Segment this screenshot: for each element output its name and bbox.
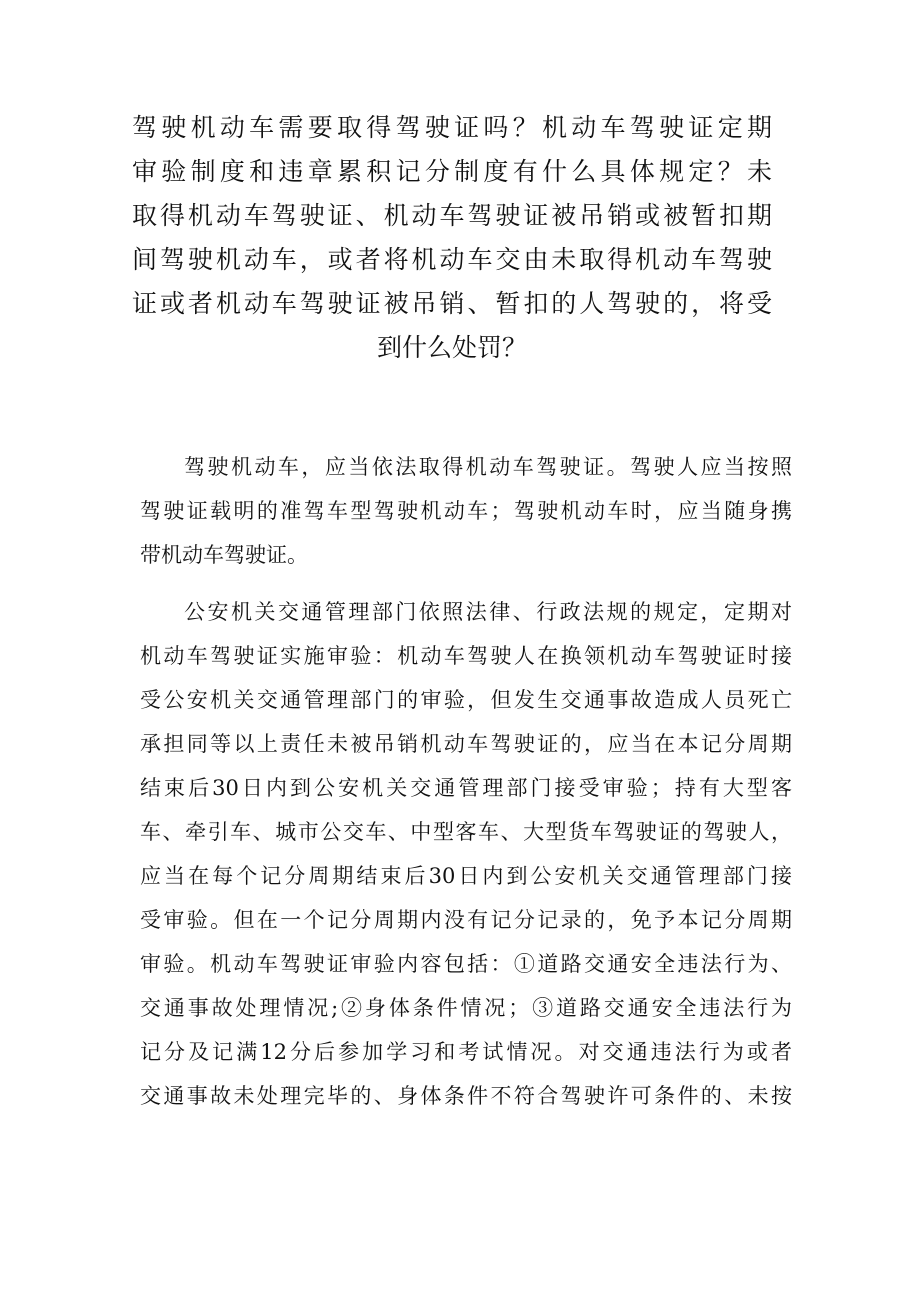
text-line: 机动车驾驶证实施审验：机动车驾驶人在换领机动车驾驶证时接 (140, 644, 792, 668)
text-line: 公安机关交通管理部门依照法律、行政法规的规定，定期对 (184, 600, 792, 624)
text-line: 记分及记满12分后参加学习和考试情况。对交通违法行为或者 (140, 1040, 792, 1064)
text-line: 应当在每个记分周期结束后30日内到公安机关交通管理部门接 (140, 864, 792, 888)
text-line: 车、牵引车、城市公交车、中型客车、大型货车驾驶证的驾驶人， (140, 820, 792, 844)
title-line: 证或者机动车驾驶证被吊销、暂扣的人驾驶的，将受 (132, 289, 772, 318)
text-line: 结束后30日内到公安机关交通管理部门接受审验；持有大型客 (140, 776, 792, 800)
title-line: 驾驶机动车需要取得驾驶证吗？机动车驾驶证定期 (132, 113, 772, 142)
paragraph-1 (140, 445, 792, 577)
paragraph-2 (140, 590, 792, 1118)
text-line: 交通事故处理情况;②身体条件情况；③道路交通安全违法行为 (140, 996, 792, 1020)
text-line: 受公安机关交通管理部门的审验，但发生交通事故造成人员死亡 (140, 688, 792, 712)
text-line: 驾驶机动车，应当依法取得机动车驾驶证。驾驶人应当按照 (184, 455, 792, 479)
text-line: 带机动车驾驶证。 (140, 543, 308, 567)
title-line: 到什么处罚？ (376, 333, 527, 362)
text-line: 审验。机动车驾驶证审验内容包括：①道路交通安全违法行为、 (140, 952, 792, 976)
text-line: 交通事故未处理完毕的、身体条件不符合驾驶许可条件的、未按 (140, 1084, 792, 1108)
title-line: 取得机动车驾驶证、机动车驾驶证被吊销或被暂扣期 (132, 201, 772, 230)
text-line: 驾驶证载明的准驾车型驾驶机动车；驾驶机动车时，应当随身携 (140, 499, 792, 523)
document-title (132, 106, 772, 370)
text-line: 承担同等以上责任未被吊销机动车驾驶证的，应当在本记分周期 (140, 732, 792, 756)
title-line: 间驾驶机动车，或者将机动车交由未取得机动车驾驶 (132, 245, 772, 274)
document-body (140, 445, 792, 1131)
title-line: 审验制度和违章累积记分制度有什么具体规定？未 (132, 157, 772, 186)
text-line: 受审验。但在一个记分周期内没有记分记录的，免予本记分周期 (140, 908, 792, 932)
